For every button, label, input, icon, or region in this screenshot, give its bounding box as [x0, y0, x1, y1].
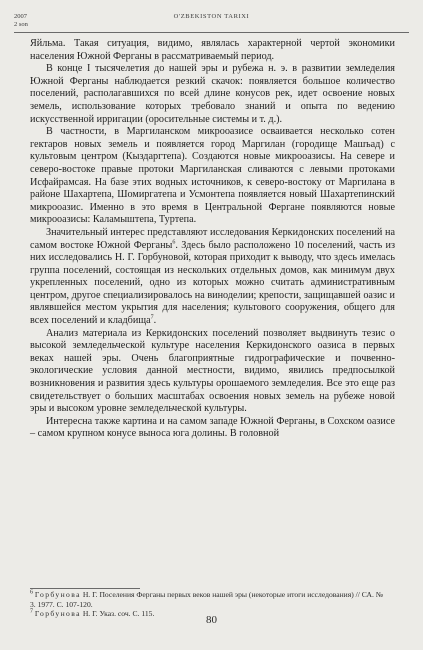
footnote-6	[30, 590, 390, 609]
header-issue: 2 son	[14, 21, 28, 28]
footnote-mark: 7	[30, 608, 33, 615]
paragraph-6: Интересна также картина и на самом западе Южной Ферганы, в Сохском оазисе – самом крупном конусе выноса юга долины. В головной	[30, 415, 395, 440]
header-year: 2007	[14, 13, 27, 20]
footnote-ref-7: 7	[150, 314, 154, 321]
paragraph-4-text: Значительный интерес представляют исследования Керкидонских поселений на самом востоке Южной Ферганы$^6$. Здесь было расположено 10 поселений, часть из них исследовались Н. Г. Горбуновой, которая приходит к выводу, что здесь имелась группа поселений, состоящая из нескольких отдельных домов, как минимум двух укрепленных поселений, одно из которых можно считать административным центром, другое специализировалось на виноделии; крепости, защищавшей оазис и являвшейся местом укрытия для населения; культового сооружения, общего для всех поселений и кладбища$^7$.	[30, 226, 395, 327]
paragraph-3: В частности, в Маргиланском микрооазисе осваивается несколько сотен гектаров новых земель и появляется город Маргилан (городище Машъад) с культовым центром (Кыздаргтепа). Создаются новые микрооазисы. На севере и северо-востоке правые протоки Маргиланская сливаются с левыми протоками Исфайрамсая. На базе этих водных источников, к северо-востоку от Маргилана в районе Шахартепа, Шомиргатепа и Усмонтепа появляется новый Шахартепинский микрооазис. Именно в это время в Центральной Фергане появляются новые микрооазисы: Каламыштепа, Туртепа.	[30, 126, 395, 226]
paragraph-2: В конце I тысячелетия до нашей эры и рубежа н. э. в развитии земледелия Южной Ферганы наблюдается резкий скачок: появляется большое количество поселений, располагавшихся по всей длине конусов рек, идет освоение новых земель, использование которых требовало знаний и опыта по ведению искусственной ирригации (оросительные системы и т. д.).	[30, 63, 395, 125]
footnote-mark: 6	[30, 589, 33, 596]
footnote-author: Горбунова	[34, 590, 81, 599]
paragraph-5: Анализ материала из Керкидонских поселений позволяет выдвинуть тезис о высокой земледельческой культуре населения Керкидонского оазиса в первых веках нашей эры. Очень благоприятные гидрографические и почвенно-экологические условия данной местности, видимо, явились предпосылкой возникновения и развития здесь культуры орошаемого земледелия. Все это еще раз свидетельствует о больших масштабах освоения новых земель на рубеже новой эры и высоком уровне земледельческой культуры.	[30, 327, 395, 415]
footnote-author: Горбунова	[34, 609, 81, 619]
article-body	[30, 38, 395, 441]
journal-title: O'ZBEKISTON TARIXI	[173, 13, 250, 20]
footnote-text: Н. Г. Указ. соч. С. 115.	[82, 609, 155, 619]
page-number: 80	[206, 614, 217, 626]
footnote-ref-6: 6	[172, 239, 176, 246]
paragraph-4	[30, 227, 395, 328]
footnote-text: Н. Г. Поселения Ферганы первых веков нашей эры (некоторые итоги исследования) // СА. № 3. 1977. С. 107-120.	[30, 590, 383, 609]
footnote-rule	[30, 588, 140, 589]
header-rule	[14, 32, 409, 33]
paragraph-1: Яйльма. Такая ситуация, видимо, являлась характерной чертой экономики населения Южной Ферганы в рассматриваемый период.	[30, 38, 395, 62]
